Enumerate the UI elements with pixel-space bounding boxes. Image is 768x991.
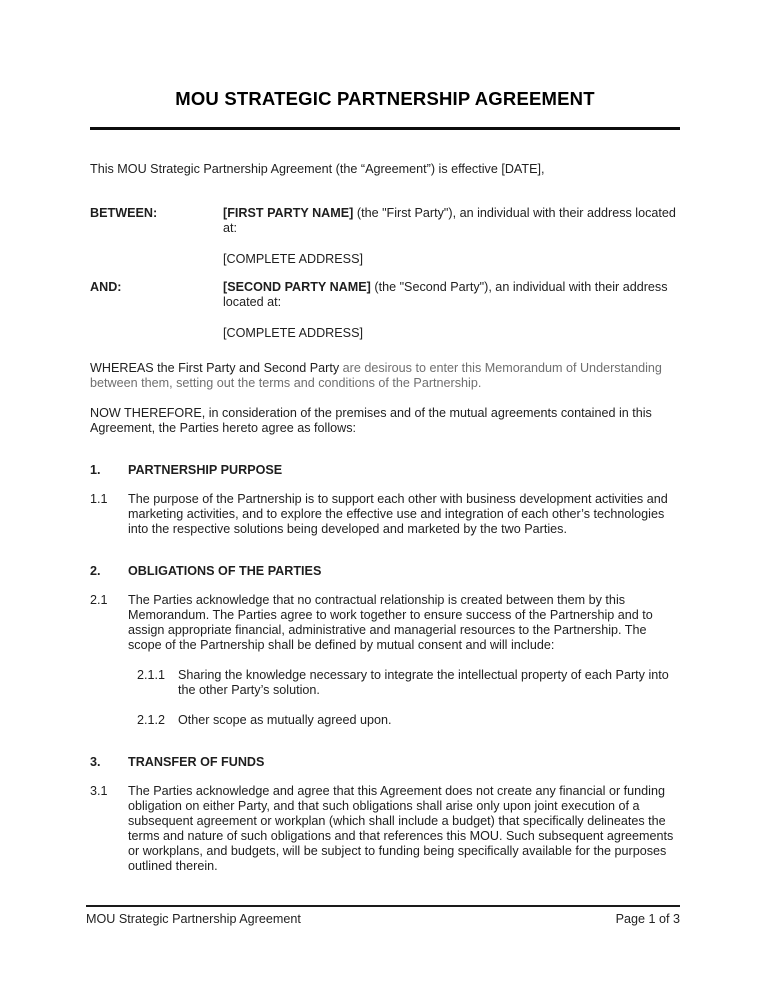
section-title: OBLIGATIONS OF THE PARTIES	[128, 564, 322, 578]
section-title: TRANSFER OF FUNDS	[128, 755, 265, 769]
intro-paragraph: This MOU Strategic Partnership Agreement (the “Agreement”) is effective [DATE],	[90, 162, 545, 176]
party-row-second	[90, 280, 680, 341]
document-title: MOU STRATEGIC PARTNERSHIP AGREEMENT	[175, 88, 595, 109]
page-footer	[86, 905, 680, 927]
second-party-body	[223, 280, 680, 341]
footer-row	[86, 912, 680, 927]
first-party-name-placeholder: [FIRST PARTY NAME]	[223, 206, 354, 220]
clause-text: The Parties acknowledge and agree that this Agreement does not create any financial or funding obligation on either Party, and that such obligations shall arise only upon joint execution of a subsequent agreement or workplan (which shall include a budget) that specifically delineates the terms and nature of such obligations and that references this MOU. Such subsequent agreements or workplans, and budgets, will be subject to funding being specifically available for the purposes outlined therein.	[128, 784, 674, 873]
clause-number: 3.1	[90, 784, 108, 798]
footer-divider	[86, 905, 680, 907]
subclause-number: 2.1.1	[137, 668, 166, 682]
footer-page-number: Page 1 of 3	[615, 912, 680, 926]
subclause-text: Other scope as mutually agreed upon.	[178, 713, 392, 727]
first-party-description: (the "First Party"), an individual with their address located at:	[223, 206, 676, 235]
section-heading-3	[90, 755, 680, 770]
subclause-text: Sharing the knowledge necessary to integrate the intellectual property of each Party into the other Party’s solution.	[178, 668, 669, 697]
section-heading-2	[90, 564, 680, 579]
subclause-number: 2.1.2	[137, 713, 166, 727]
whereas-continuation: are desirous to enter this Memorandum of Understanding between them, setting out the terms and conditions of the Partnership.	[90, 361, 662, 390]
clause-number: 2.1	[90, 593, 108, 607]
first-party-body	[223, 206, 680, 267]
second-party-address-placeholder: [COMPLETE ADDRESS]	[223, 326, 363, 340]
party-row-first	[90, 206, 680, 267]
clause-2-1	[90, 593, 680, 653]
clause-1-1	[90, 492, 680, 537]
now-therefore-paragraph: NOW THEREFORE, in consideration of the premises and of the mutual agreements contained in this Agreement, the Parties hereto agree as follows:	[90, 406, 652, 435]
section-title: PARTNERSHIP PURPOSE	[128, 463, 283, 477]
whereas-lead: WHEREAS the First Party and Second Party	[90, 361, 343, 375]
between-label: BETWEEN:	[90, 206, 158, 220]
title-divider	[90, 127, 680, 130]
second-party-description: (the "Second Party"), an individual with their address located at:	[223, 280, 668, 309]
second-party-line	[223, 280, 680, 310]
whereas-paragraph	[90, 361, 680, 391]
second-party-name-placeholder: [SECOND PARTY NAME]	[223, 280, 371, 294]
section-number: 3.	[90, 755, 101, 769]
footer-document-name: MOU Strategic Partnership Agreement	[86, 912, 301, 926]
clause-3-1	[90, 784, 680, 874]
section-number: 1.	[90, 463, 101, 477]
clause-text: The Parties acknowledge that no contractual relationship is created between them by this Memorandum. The Parties agree to work together to ensure success of the Partnership and to assign appropriate financial, administrative and managerial resources to the Partnership. The scope of the Partnership shall be defined by mutual consent and will include:	[128, 593, 653, 652]
clause-text: The purpose of the Partnership is to support each other with business development activities and marketing activities, and to explore the effective use and integration of each other’s technologies into the respective solutions being developed and marketed by the two Parties.	[128, 492, 668, 536]
section-number: 2.	[90, 564, 101, 578]
and-label: AND:	[90, 280, 122, 294]
subclause-2-1-1	[137, 668, 680, 698]
section-heading-1	[90, 463, 680, 478]
first-party-address-placeholder: [COMPLETE ADDRESS]	[223, 252, 363, 266]
clause-number: 1.1	[90, 492, 108, 506]
first-party-line	[223, 206, 680, 236]
subclause-2-1-2	[137, 713, 680, 728]
